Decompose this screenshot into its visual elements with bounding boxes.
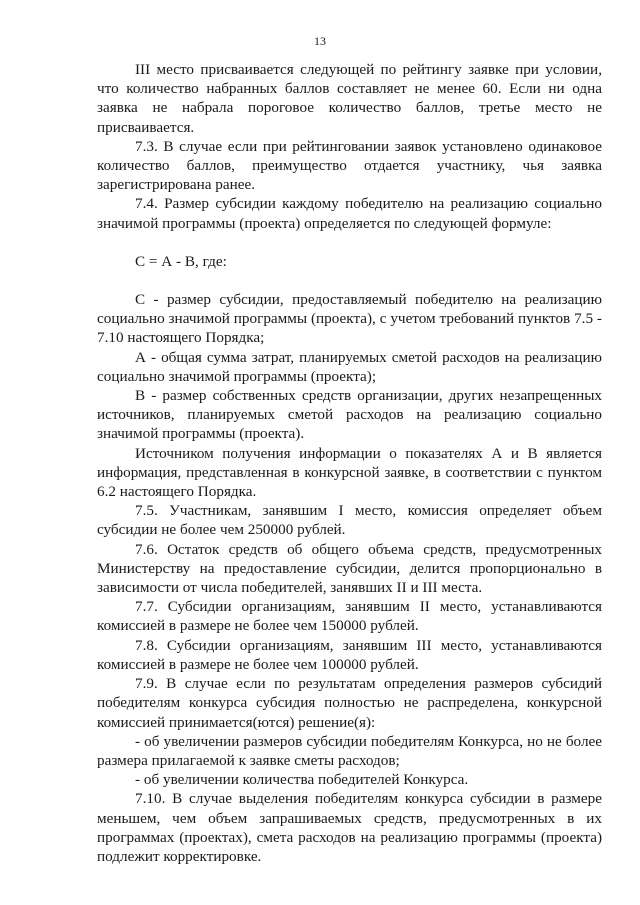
definition-a: А - общая сумма затрат, планируемых сметой расходов на реализацию социально значимой программы (проекта); [97, 348, 602, 385]
page-number: 13 [314, 34, 326, 48]
list-item-increase-count: - об увеличении количества победителей Конкурса. [135, 771, 469, 789]
paragraph-source-info: Источником получения информации о показателях А и В является информация, представленная в конкурсной заявке, в соответствии с пунктом 6.2 настоящего Порядка. [97, 444, 602, 501]
paragraph-7-10: 7.10. В случае выделения победителям конкурса субсидии в размере меньшем, чем объем запрашиваемых средств, предусмотренных в их программах (проектах), смета расходов на реализацию программы (проекта) подлежит корректировке. [97, 790, 602, 865]
paragraph-7-6: 7.6. Остаток средств об общего объема средств, предусмотренных Министерству на предоставление субсидии, делится пропорционально в зависимости от числа победителей, занявших II и III места. [97, 540, 602, 597]
formula: С = А - В, где: [135, 252, 227, 270]
document-body [97, 60, 602, 866]
list-item-increase-size: - об увеличении размеров субсидии победителям Конкурса, но не более размера прилагаемой к заявке сметы расходов; [97, 732, 602, 769]
definition-b: В - размер собственных средств организации, других незапрещенных источников, планируемых сметой расходов на реализацию социально значимой программы (проекта). [97, 387, 602, 443]
paragraph-third-place: III место присваивается следующей по рейтингу заявке при условии, что количество набранных баллов составляет не менее 60. Если ни одна заявка не набрала пороговое количество баллов, третье место не присваивается. [97, 61, 602, 136]
paragraph-7-8: 7.8. Субсидии организациям, занявшим III место, устанавливаются комиссией в размере не более чем 100000 рублей. [97, 636, 602, 673]
paragraph-7-4: 7.4. Размер субсидии каждому победителю на реализацию социально значимой программы (проекта) определяется по следующей формуле: [97, 195, 602, 232]
paragraph-7-3: 7.3. В случае если при рейтинговании заявок установлено одинаковое количество баллов, преимущество отдается участнику, чья заявка зарегистрирована ранее. [97, 137, 602, 194]
paragraph-7-9: 7.9. В случае если по результатам определения размеров субсидий победителям конкурса субсидия полностью не распределена, конкурсной комиссией принимается(ются) решение(я): [97, 675, 602, 731]
paragraph-7-5: 7.5. Участникам, занявшим I место, комиссия определяет объем субсидии не более чем 250000 рублей. [97, 502, 602, 539]
paragraph-7-7: 7.7. Субсидии организациям, занявшим II место, устанавливаются комиссией в размере не более чем 150000 рублей. [97, 598, 602, 635]
definition-c: С - размер субсидии, предоставляемый победителю на реализацию социально значимой программы (проекта), с учетом требований пунктов 7.5 - 7.10 настоящего Порядка; [97, 291, 602, 347]
